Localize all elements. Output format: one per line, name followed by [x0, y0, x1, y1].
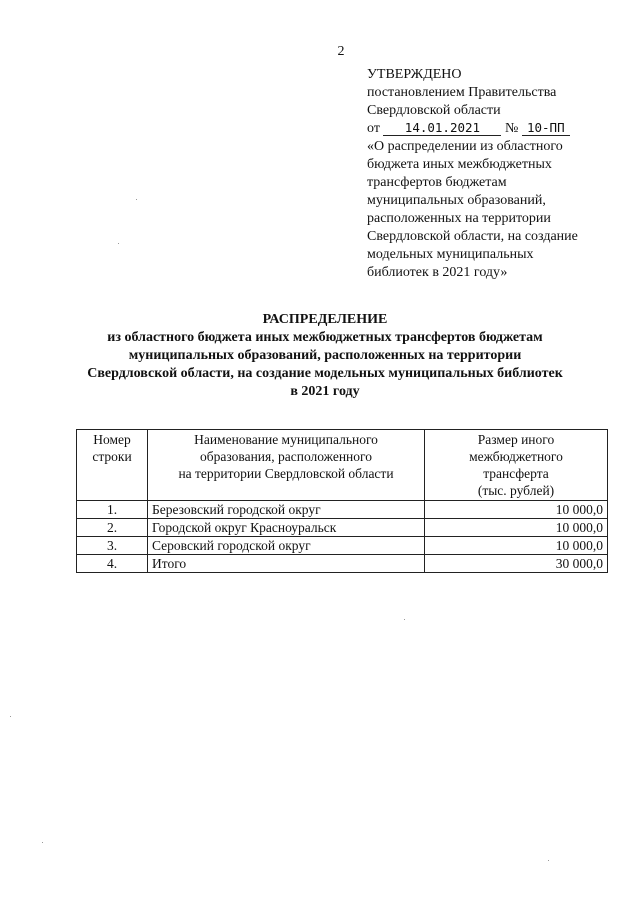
subject-line: «О распределении из областного	[367, 139, 563, 154]
header-municipality	[148, 430, 425, 501]
subject-line: муниципальных образований,	[367, 193, 546, 208]
header-text: (тыс. рублей)	[477, 483, 555, 498]
page-number: 2	[337, 44, 345, 59]
municipality-name: Серовский городской округ	[148, 537, 425, 555]
distribution-table	[76, 429, 608, 573]
subject-line: библиотек в 2021 году»	[367, 265, 508, 280]
header-row-number	[77, 430, 148, 501]
municipality-name: Березовский городской округ	[148, 501, 425, 519]
row-number: 2.	[77, 519, 148, 537]
header-text: образования, расположенного	[200, 449, 372, 464]
row-number: 1.	[77, 501, 148, 519]
transfer-amount: 30 000,0	[425, 555, 608, 573]
title-line: муниципальных образований, расположенных на территории	[128, 348, 522, 363]
date-prefix: от	[367, 121, 380, 136]
scan-speck	[136, 199, 137, 200]
row-number: 4.	[77, 555, 148, 573]
subject-line: расположенных на территории	[367, 211, 551, 226]
subject-line: трансфертов бюджетам	[367, 175, 507, 190]
document-title	[60, 311, 590, 401]
header-text: Номер	[93, 432, 131, 447]
scan-speck	[10, 716, 11, 717]
header-text: трансферта	[483, 466, 549, 481]
subject-line: бюджета иных межбюджетных	[367, 157, 552, 172]
header-text: Наименование муниципального	[194, 432, 378, 447]
approval-stamp	[367, 66, 617, 282]
municipality-name: Городской округ Красноуральск	[148, 519, 425, 537]
title-heading: РАСПРЕДЕЛЕНИЕ	[262, 312, 388, 327]
header-amount	[425, 430, 608, 501]
table-row	[77, 555, 608, 573]
header-text: строки	[92, 449, 132, 464]
number-field: 10-ПП	[522, 120, 570, 136]
table-row	[77, 501, 608, 519]
title-line: Свердловской области, на создание модельных муниципальных библиотек	[87, 366, 563, 381]
header-text: межбюджетного	[469, 449, 563, 464]
transfer-amount: 10 000,0	[425, 501, 608, 519]
header-text: на территории Свердловской области	[178, 466, 394, 481]
table-header-row	[77, 430, 608, 501]
subject-line: Свердловской области, на создание	[367, 229, 578, 244]
transfer-amount: 10 000,0	[425, 519, 608, 537]
number-prefix: №	[504, 121, 519, 136]
transfer-amount: 10 000,0	[425, 537, 608, 555]
approval-by-line-1: постановлением Правительства	[367, 85, 557, 100]
municipality-name: Итого	[148, 555, 425, 573]
title-line: из областного бюджета иных межбюджетных трансфертов бюджетам	[107, 330, 543, 345]
title-line: в 2021 году	[290, 384, 360, 399]
scan-speck	[404, 619, 405, 620]
subject-line: модельных муниципальных	[367, 247, 534, 262]
approval-heading: УТВЕРЖДЕНО	[367, 67, 462, 82]
scan-speck	[42, 842, 43, 843]
approval-date-number-line	[367, 120, 617, 138]
date-field: 14.01.2021	[383, 120, 501, 136]
row-number: 3.	[77, 537, 148, 555]
scan-speck	[548, 860, 549, 861]
table-row	[77, 519, 608, 537]
table-row	[77, 537, 608, 555]
scan-speck	[118, 243, 119, 244]
approval-by-line-2: Свердловской области	[367, 103, 501, 118]
header-text: Размер иного	[477, 432, 555, 447]
